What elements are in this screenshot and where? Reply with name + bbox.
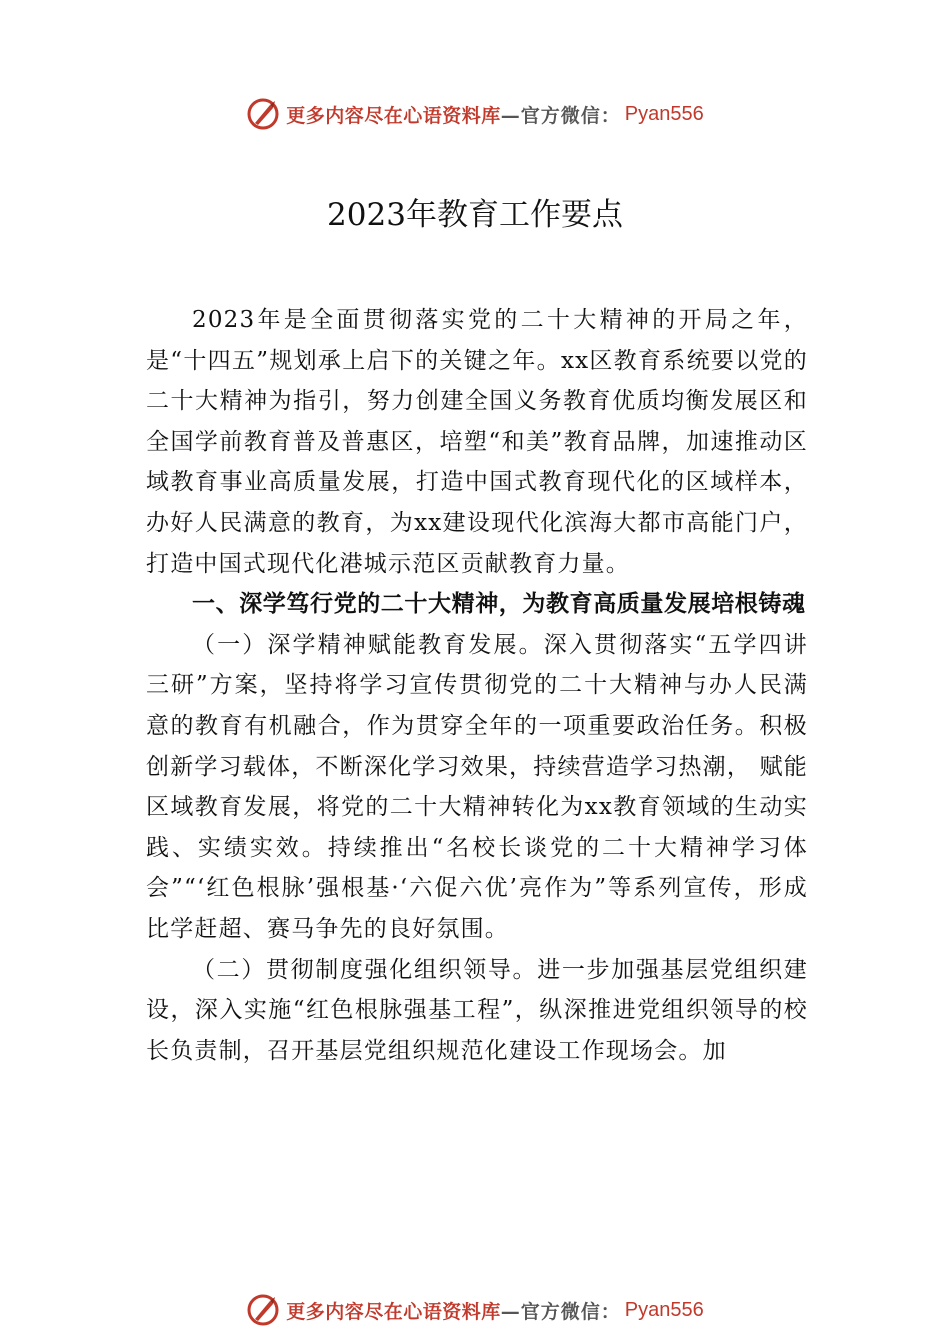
section-heading: 一、深学笃行党的二十大精神，为教育高质量发展培根铸魂 bbox=[192, 591, 806, 618]
header-watermark-banner bbox=[0, 94, 950, 134]
banner-site-text: 更多内容尽在心语资料库 bbox=[286, 104, 501, 127]
quill-logo-icon bbox=[246, 1293, 280, 1327]
quill-logo-icon bbox=[246, 97, 280, 131]
banner-wechat-id: Pyan556 bbox=[624, 1298, 704, 1321]
banner-wechat-label: —官方微信： bbox=[500, 1300, 621, 1323]
paragraph-2: （二）贯彻制度强化组织领导。进一步加强基层党组织建设，深入实施“红色根脉强基工程”，纵深推进党组织领导的校长负责制，召开基层党组织规范化建设工作现场会。加 bbox=[146, 956, 808, 1064]
footer-watermark-banner bbox=[0, 1290, 950, 1330]
banner-site-text: 更多内容尽在心语资料库 bbox=[286, 1300, 501, 1323]
banner-wechat-id: Pyan556 bbox=[624, 102, 704, 125]
document-title: 2023年教育工作要点 bbox=[327, 197, 623, 233]
document-body bbox=[146, 300, 808, 1071]
banner-wechat-label: —官方微信： bbox=[500, 104, 621, 127]
paragraph-1: （一）深学精神赋能教育发展。深入贯彻落实“五学四讲三研”方案，坚持将学习宣传贯彻党的二十大精神与办人民满意的教育有机融合，作为贯穿全年的一项重要政治任务。积极创新学习载体，不断深化学习效果，持续营造学习热潮， 赋能区域教育发展，将党的二十大精神转化为xx教育领域的生动实践、实绩实效。持续推出“名校长谈党的二十大精神学习体会”“‘红色根脉’强根基·‘六促六优’亮作为”等系列宣传，形成比学赶超、赛马争先的良好氛围。 bbox=[146, 631, 808, 942]
intro-paragraph: 2023年是全面贯彻落实党的二十大精神的开局之年，是“十四五”规划承上启下的关键之年。xx区教育系统要以党的二十大精神为指引，努力创建全国义务教育优质均衡发展区和全国学前教育普及普惠区，培塑“和美”教育品牌，加速推动区域教育事业高质量发展，打造中国式教育现代化的区域样本，办好人民满意的教育，为xx建设现代化滨海大都市高能门户，打造中国式现代化港城示范区贡献教育力量。 bbox=[146, 307, 808, 577]
